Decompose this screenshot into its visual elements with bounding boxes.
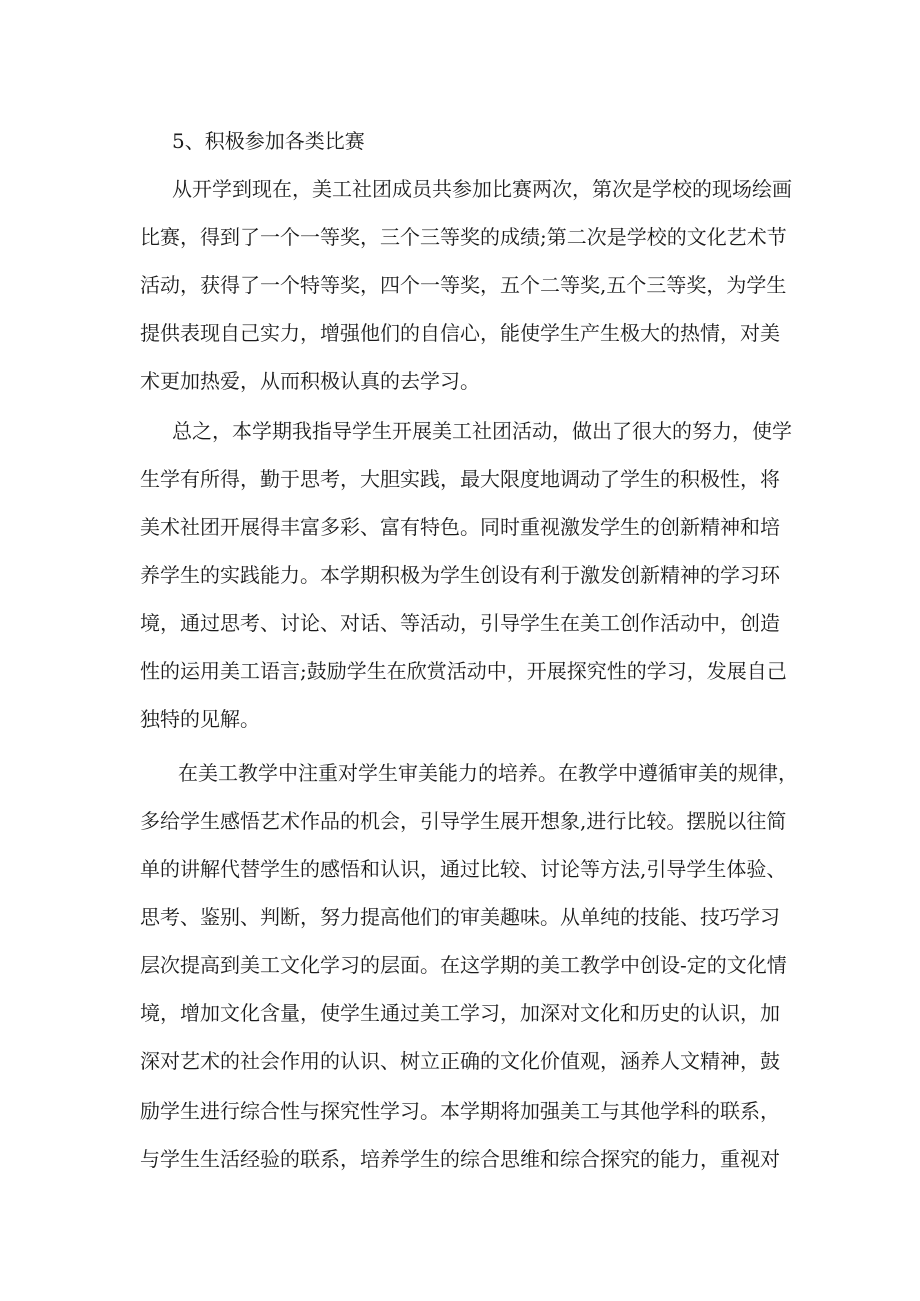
paragraph-line: 活动，获得了一个特等奖，四个一等奖，五个二等奖,五个三等奖，为学生	[140, 273, 787, 297]
paragraph-line: 总之，本学期我指导学生开展美工社团活动，做出了很大的努力，使学	[172, 419, 792, 443]
paragraph-line: 境，增加文化含量，使学生通过美工学习，加深对文化和历史的认识，加	[140, 1001, 780, 1025]
paragraph-line: 养学生的实践能力。本学期积极为学生创设有利于激发创新精神的学习环	[140, 563, 780, 587]
paragraph-line: 从开学到现在，美工社团成员共参加比赛两次，第次是学校的现场绘画	[172, 177, 792, 201]
paragraph-line: 独特的见解。	[140, 707, 260, 731]
paragraph-line: 在美工教学中注重对学生审美能力的培养。在教学中遵循审美的规律，	[178, 761, 798, 785]
paragraph-line: 深对艺术的社会作用的认识、树立正确的文化价值观，涵养人文精神，鼓	[140, 1049, 780, 1073]
paragraph-line: 单的讲解代替学生的感悟和认识，通过比较、讨论等方法,引导学生体验、	[140, 857, 787, 881]
paragraph-line: 与学生生活经验的联系，培养学生的综合思维和综合探究的能力，重视对	[140, 1147, 780, 1171]
paragraph-line: 提供表现自己实力，增强他们的自信心，能使学生产生极大的热情，对美	[140, 321, 780, 345]
paragraph-line: 比赛，得到了一个一等奖，三个三等奖的成绩;第二次是学校的文化艺术节	[140, 225, 787, 249]
paragraph-line: 境，通过思考、讨论、对话、等活动，引导学生在美工创作活动中，创造	[140, 611, 780, 635]
paragraph-line: 励学生进行综合性与探究性学习。本学期将加强美工与其他学科的联系，	[140, 1099, 780, 1123]
paragraph-line: 术更加热爱，从而积极认真的去学习。	[140, 369, 480, 393]
section-heading: 5、积极参加各类比赛	[172, 129, 365, 153]
paragraph-line: 多给学生感悟艺术作品的机会，引导学生展开想象,进行比较。摆脱以往简	[140, 809, 787, 833]
paragraph-line: 美术社团开展得丰富多彩、富有特色。同时重视激发学生的创新精神和培	[140, 515, 780, 539]
paragraph-line: 思考、鉴别、判断，努力提高他们的审美趣味。从单纯的技能、技巧学习	[140, 905, 780, 929]
paragraph-line: 层次提高到美工文化学习的层面。在这学期的美工教学中创设-定的文化情	[140, 953, 787, 977]
paragraph-line: 生学有所得，勤于思考，大胆实践，最大限度地调动了学生的积极性，将	[140, 467, 780, 491]
paragraph-line: 性的运用美工语言;鼓励学生在欣赏活动中，开展探究性的学习，发展自己	[140, 659, 787, 683]
